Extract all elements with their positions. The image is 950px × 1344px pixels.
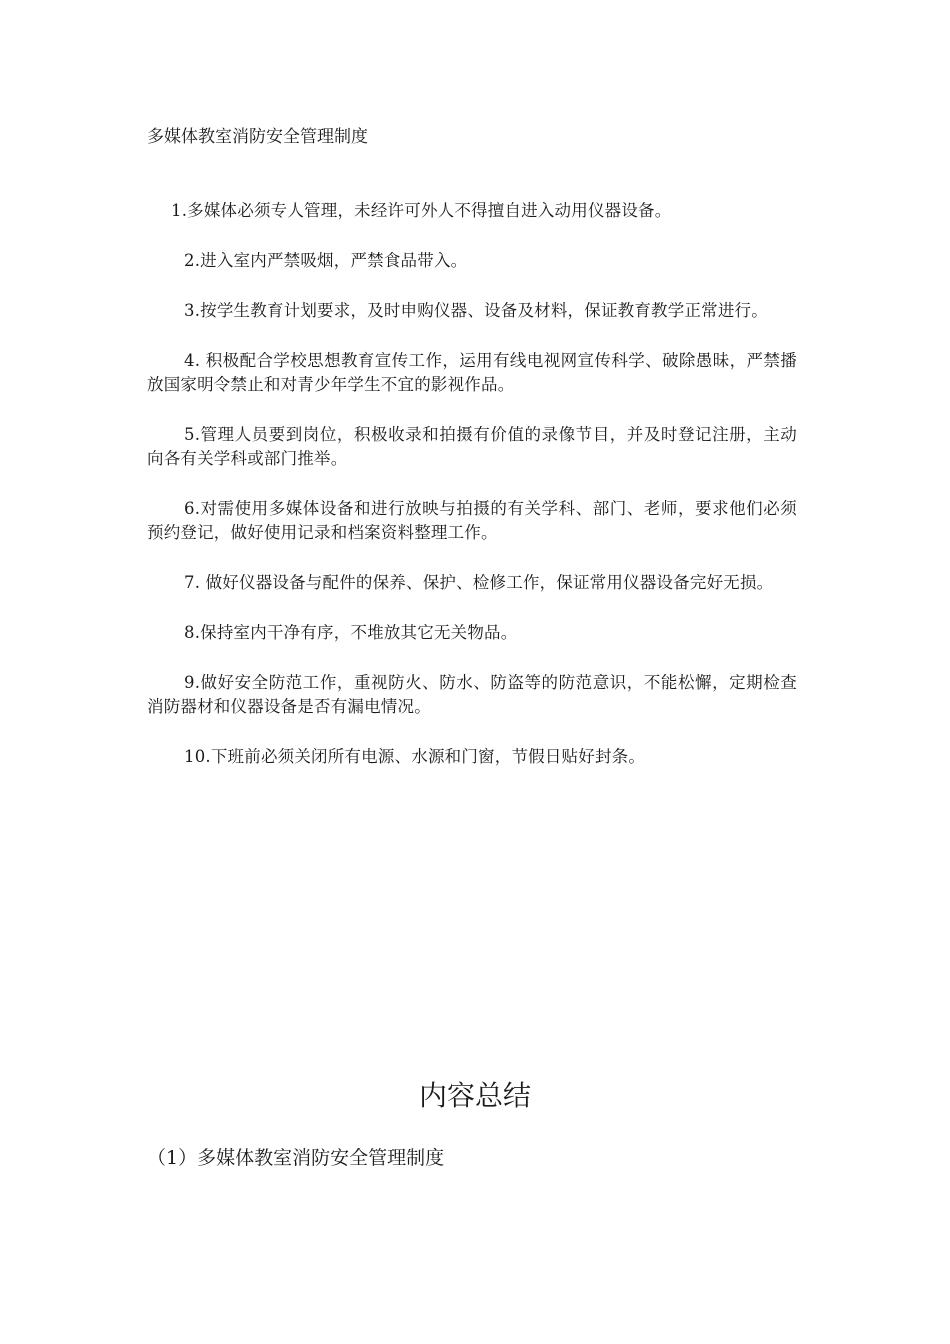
rule-item-2: 2.进入室内严禁吸烟，严禁食品带入。 <box>184 251 468 270</box>
rule-item-9: 9.做好安全防范工作，重视防火、防水、防盗等的防范意识，不能松懈，定期检查消防器材和仪器设备是否有漏电情况。 <box>147 673 797 716</box>
rule-item-5: 5.管理人员要到岗位，积极收录和拍摄有价值的录像节目，并及时登记注册，主动向各有关学科或部门推举。 <box>147 425 797 468</box>
rule-item-10: 10.下班前必须关闭所有电源、水源和门窗，节假日贴好封条。 <box>184 747 646 766</box>
rule-item-7: 7. 做好仪器设备与配件的保养、保护、检修工作，保证常用仪器设备完好无损。 <box>184 573 774 592</box>
document-title: 多媒体教室消防安全管理制度 <box>147 127 368 147</box>
rule-item-8: 8.保持室内干净有序，不堆放其它无关物品。 <box>184 623 518 642</box>
rule-list <box>147 199 797 795</box>
rule-item-1: 1.多媒体必须专人管理，未经许可外人不得擅自进入动用仪器设备。 <box>171 201 672 220</box>
summary-heading: 内容总结 <box>418 1079 531 1112</box>
rule-item-4: 4. 积极配合学校思想教育宣传工作，运用有线电视网宣传科学、破除愚昧，严禁播放国家明令禁止和对青少年学生不宜的影视作品。 <box>147 351 797 394</box>
rule-item-6: 6.对需使用多媒体设备和进行放映与拍摄的有关学科、部门、老师，要求他们必须预约登记，做好使用记录和档案资料整理工作。 <box>147 499 797 542</box>
summary-item: （1）多媒体教室消防安全管理制度 <box>147 1147 445 1169</box>
rule-item-3: 3.按学生教育计划要求，及时申购仪器、设备及材料，保证教育教学正常进行。 <box>184 301 768 320</box>
